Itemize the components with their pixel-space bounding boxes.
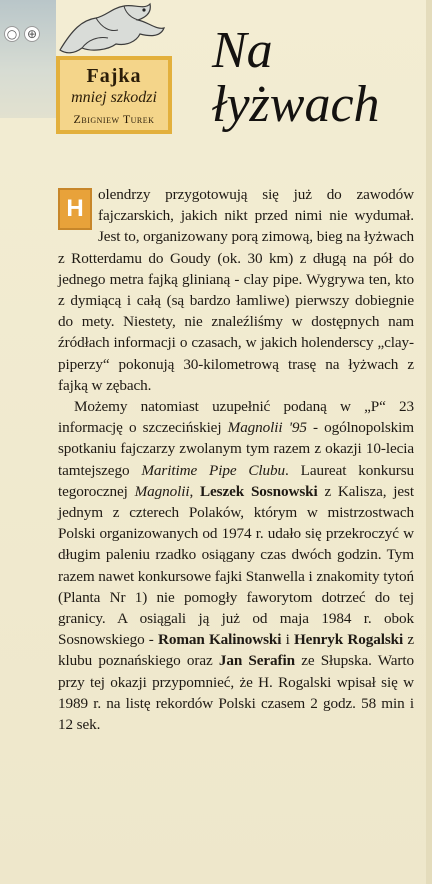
p2-text: Możemy natomiast uzupełnić podaną w „P“ 23 informację o szczecińskiej [58,398,414,437]
headline-line-2: łyżwach [212,76,380,133]
p2-text: z klubu poznańskiego oraz [58,631,414,670]
p2-text: i [281,631,294,649]
p2-text: ze Słupska. Warto przy tej okazji przypomnieć, że H. Rogalski wpisał się w 1989 r. na listę rekordów Polski czasem 2 godz. 58 min i 12 sek. [58,652,414,734]
person-name: Jan Serafin [218,652,295,670]
headline-line-1: Na [212,22,273,79]
p2-text: . Laureat konkursu tegorocznej [58,461,414,500]
paragraph-1 [58,184,414,396]
article-body [58,184,414,735]
event-name: Magnolii '95 [227,419,307,437]
column-badge-inner [60,60,168,130]
page-edge [426,0,432,884]
person-name: Leszek Sosnowski [200,482,318,500]
column-title: Fajka [86,65,142,87]
club-name: Maritime Pipe Clubu [141,461,286,479]
event-name: Magnolii [134,482,190,500]
paragraph-1-text: olendrzy przygotowują się już do zawodów fajczarskich, jakich nikt przed nimi nie wydumał. Jest to, organizowany porą zimową, bieg na łyżwach z Rotterdamu do Goudy (ok. 30 km) z długą na pół do jednego metra fajką glinianą - clay pipe. Wygrywa ten, kto z dymiącą i całą (są bardzo łamliwe) pierwszy dobiegnie do mety. Niestety, nie znaleźliśmy w dostępnych nam źródłach informacji o czasach, w jakich holenderscy „clay-piperzy“ pokonują 30-kilometrową trasę na łyżwach z fajką w zębach. [58,186,414,394]
dragon-illustration-icon [52,0,172,56]
article-headline [212,24,422,132]
add-control-icon[interactable]: ⊕ [24,26,40,42]
drop-cap: H [58,188,92,230]
person-name: Henryk Rogalski [293,631,404,649]
paragraph-2 [58,396,414,735]
p2-text: z Kalisza, jest jednym z czterech Polaków, którym w mistrzostwach Polski organizowanych od 1974 r. udało się przekroczyć w długim paleniu rzadko osiągany czas dwóch godzin. Tym razem nawet konkursowe fajki Stanwella i znakomity tytoń (Planta Nr 1) nie pomogły faworytom dotrzeć do tej granicy. A osiągali ją już od maja 1984 r. obok Sosnowskiego - [58,482,414,649]
column-subtitle: mniej szkodzi [71,89,157,106]
column-badge [56,56,172,134]
photo-fragment [0,0,56,118]
p2-text: , [189,482,201,500]
p2-text: - ogólnopolskim spotkaniu fajczarzy zwolanym tym razem z okazji 10-lecia tamtejszego [58,419,414,479]
person-name: Roman Kalinowski [157,631,282,649]
circle-control-icon[interactable]: ○ [4,26,20,42]
column-author: Zbigniew Turek [73,112,155,126]
